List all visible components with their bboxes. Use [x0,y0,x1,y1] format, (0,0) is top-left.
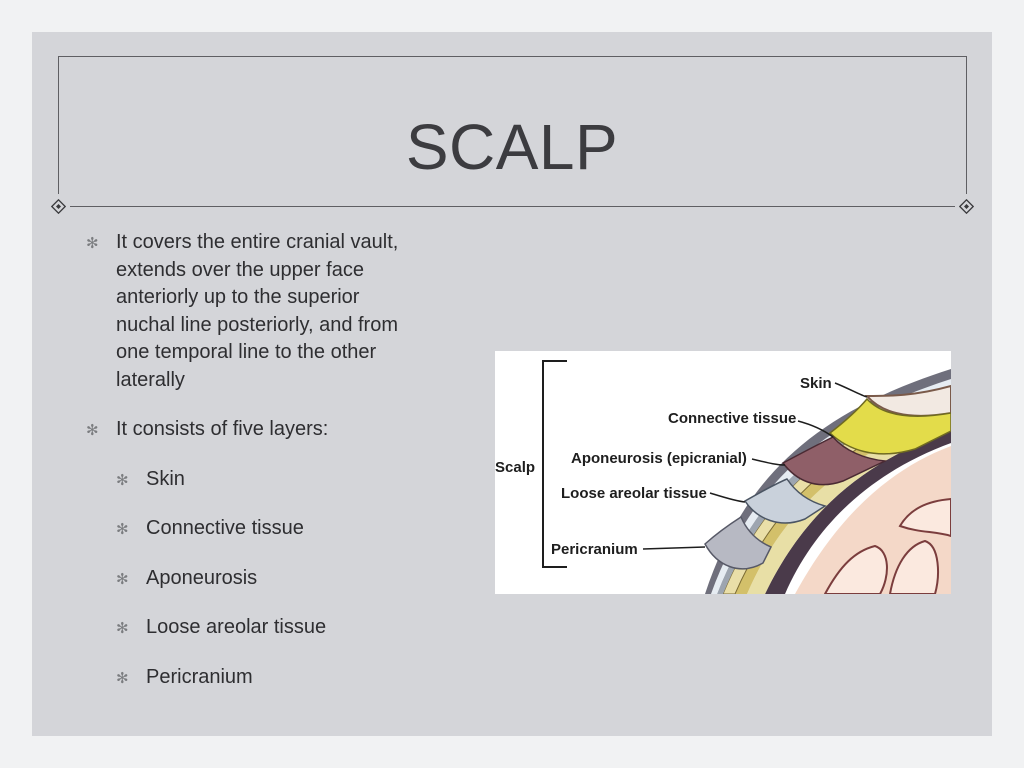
sub-bullet-item [86,565,416,593]
bullet-asterisk-icon: ✻ [116,521,129,538]
bullet-item [86,229,416,394]
skull-section-drawing [705,369,951,594]
sub-bullet-text: Connective tissue [146,517,304,539]
sub-bullet-text: Loose areolar tissue [146,616,327,638]
figure-label-skin: Skin [800,375,832,392]
figure-label-pericranium: Pericranium [551,541,638,558]
sub-bullet-item [86,614,416,642]
diamond-ornament-left-icon [51,199,66,214]
sub-bullet-item [86,664,416,692]
scalp-layers-illustration [495,351,951,594]
bullet-item [86,416,416,444]
figure-label-connective-tissue: Connective tissue [668,410,797,427]
sub-bullet-item [86,466,416,494]
bullet-text: It consists of five layers: [116,418,329,440]
sub-bullet-item [86,515,416,543]
bullet-asterisk-icon: ✻ [86,422,99,439]
scalp-bracket-label: Scalp [495,459,536,476]
diamond-ornament-right-icon [959,199,974,214]
bullet-asterisk-icon: ✻ [86,235,99,252]
figure-label-loose-areolar-tissue: Loose areolar tissue [561,485,707,502]
sub-bullet-text: Skin [146,467,185,490]
bullet-asterisk-icon: ✻ [116,570,129,588]
title-frame-top-line [58,56,967,57]
bullet-asterisk-icon: ✻ [116,620,129,637]
figure-label-aponeurosis: Aponeurosis (epicranial) [571,450,747,467]
scalp-bracket [543,361,567,567]
bullet-asterisk-icon: ✻ [116,669,129,687]
sub-bullet-text: Aponeurosis [146,566,258,589]
scalp-layers-drawing [495,351,951,594]
bullet-asterisk-icon: ✻ [116,471,129,489]
bullet-text: It covers the entire cranial vault, extends over the upper face anteriorly up to the superior nuchal line posteriorly, and from one temporal line to the other laterally [116,231,399,391]
sub-bullet-text: Pericranium [146,665,253,688]
title-frame-bottom-line [70,206,955,207]
slide-title: SCALP [405,111,619,183]
bullet-list [86,229,416,691]
